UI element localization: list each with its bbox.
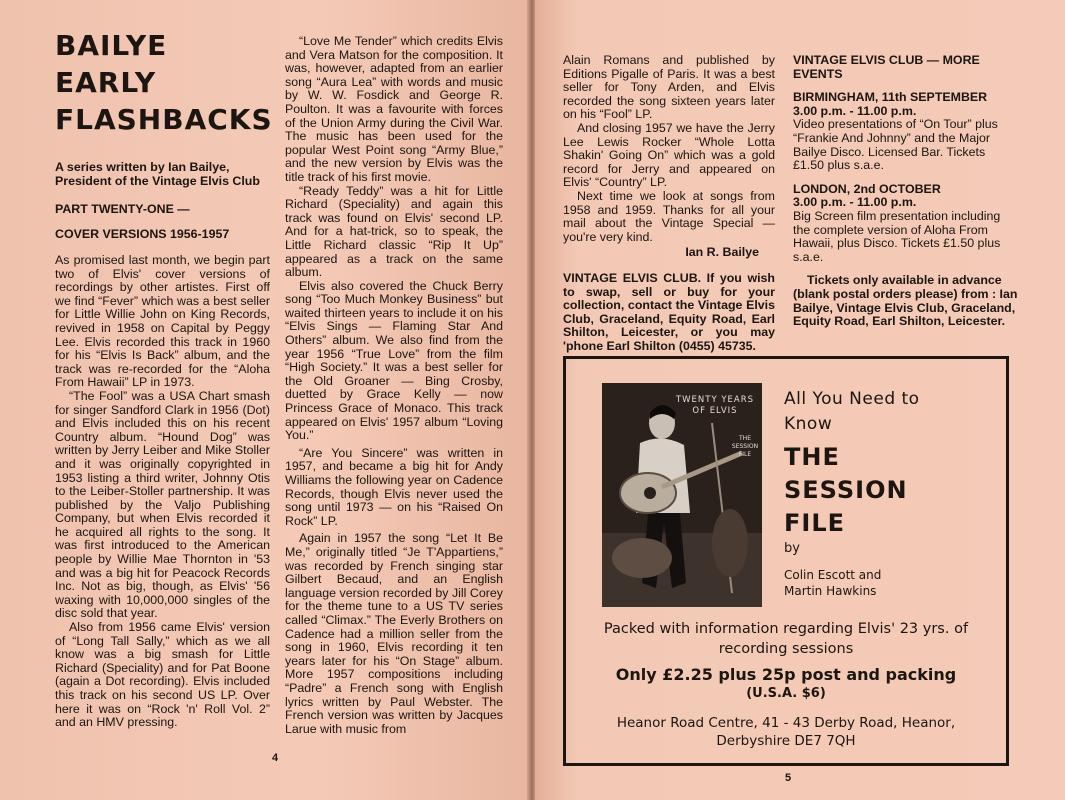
paragraph: As promised last month, we begin part two of Elvis' cover versions of recordings by other artistes. First off we find “Fever” which was a best seller for Little Willie John on King Records, revived in 1958 on Capital by Peggy Lee. Elvis recorded this track in 1960 for his “Elvis Is Back” album, and the track was re-recorded for the “Aloha From Hawaii” LP in 1973. [55, 253, 270, 390]
book-advert [563, 356, 1009, 766]
part-heading: PART TWENTY-ONE — [55, 202, 190, 216]
events-heading: VINTAGE ELVIS CLUB — MORE EVENTS [793, 53, 980, 81]
elvis-photo [602, 383, 762, 607]
event-heading: LONDON, 2nd OCTOBER [793, 181, 941, 196]
event-time: 3.00 p.m. - 11.00 p.m. [793, 195, 917, 210]
paragraph: “Are You Sincere” was written in 1957, and became a big hit for Andy Williams the following year on Cadence Records, though Elvis never used the song until 1973 — on his “Raised On Rock” LP. [285, 445, 503, 528]
address-line: Heanor Road Centre, 41 - 43 Derby Road, Heanor, [616, 715, 956, 731]
article-title [55, 27, 273, 138]
page-number: 5 [785, 772, 792, 784]
book-title-line: FILE [784, 509, 846, 537]
paragraph: And closing 1957 we have the Jerry Lee Lewis Rocker “Whole Lotta Shakin' Going On” which was a gold record for Jerry and appeared on Elvis' “Country” LP. [563, 120, 775, 190]
ad-address [576, 714, 996, 750]
ad-price-usa: (U.S.A. $6) [746, 686, 826, 701]
paragraph: Also from 1956 came Elvis' version of “Long Tall Sally,” which as we all know was a big smash for Little Richard (Speciality) and for Pat Boone (again a Dot recording). Elvis included this track on his second US LP. Over here it was on “Rock 'n' Roll Vol. 2” and an HMV pressing. [55, 620, 270, 730]
event-description: Big Screen film presentation including the complete version of Aloha From Hawaii, plus Disco. Tickets £1.50 plus s.a.e. [793, 208, 1001, 264]
paragraph: Again in 1957 the song “Let It Be Me,” originally titled “Je T'Appartiens,” was recorded by French singing star Gilbert Becaud, and an English language version recorded by Jill Corey for the theme tune to a US TV series called “Climax.” The Everly Brothers on Cadence had a million seller from the song in 1960, Elvis recording it ten years later for his “On Stage” album. More 1957 compositions including “Padre” a French song with English lyrics written by Paul Webster. The French version was written by Jacques Larue with music from [285, 531, 503, 736]
article-continuation [563, 54, 775, 353]
byline: A series written by Ian Bailye, President of the Vintage Elvis Club [55, 160, 260, 188]
event-description: Video presentations of “On Tour” plus “Frankie And Johnny” and the Major Bailye Disco. Licensed Bar. Tickets £1.50 plus s.a.e. [793, 117, 998, 173]
author-name: Colin Escott and [784, 568, 882, 582]
author-name: Martin Hawkins [784, 584, 877, 598]
book-title [784, 441, 908, 540]
paragraph: “The Fool” was a USA Chart smash for singer Sandford Clark in 1956 (Dot) and Elvis included this on his recent Country album. “Hound Dog” was written by Jerry Leiber and Mike Stoller and it was originally copyrighted in 1953 listing a third writer, Johnny Otis to the Leiber-Stoller partnership. It was published by the Valjo Publishing Company, but when Elvis recorded it he acquired all rights to the song. It was first introduced to the American people by Willie Mae Thornton in '53 and was a big hit for Peacock Records Inc. Not as big, though, as Elvis' '56 waxing with 10,000,000 singles of the disc sold that year. [55, 388, 270, 621]
photo-subtitle: THE SESSION FILE [731, 435, 759, 458]
address-line: Derbyshire DE7 7QH [716, 733, 856, 749]
ad-price: Only £2.25 plus 25p post and packing [615, 665, 957, 684]
page-number: 4 [272, 752, 279, 764]
paragraph: Elvis also covered the Chuck Berry song “Too Much Monkey Business” but waited thirteen years to include it on his “Elvis Sings — Flaming Star And Others” album. We also find from the year 1956 “True Love” from the film “High Society.” It was a best seller for the Old Groaner — Bing Crosby, duetted by Grace Kelly — now Princess Grace of Monaco. This track appeared on Elvis' 1957 album “Loving You.” [285, 278, 503, 443]
left-page [0, 0, 531, 800]
paragraph: “Ready Teddy” was a hit for Little Richard (Speciality) and again this track was found on Elvis' second LP. And for a hat-trick, so to speak, the Little Richard classic “Rip It Up” appeared as a track on the same album. [285, 183, 503, 280]
ad-tagline: All You Need to Know [784, 389, 920, 434]
article-column-1 [55, 254, 270, 730]
ad-by: by [784, 541, 800, 556]
title-line: EARLY [55, 66, 157, 99]
book-title-line: THE [784, 443, 840, 471]
photo-title: TWENTY YEARS OF ELVIS [675, 395, 755, 416]
author-signature: Ian R. Bailye [685, 245, 759, 260]
article-column-2 [285, 35, 503, 736]
paragraph: Next time we look at songs from 1958 and 1959. Thanks for all your mail about the Vintage Special — you're very kind. [563, 188, 775, 244]
title-line: FLASHBACKS [55, 103, 273, 136]
title-line: BAILYE [55, 29, 168, 62]
club-notice: VINTAGE ELVIS CLUB. If you wish to swap, sell or buy for your collection, contact the Vintage Elvis Club, Graceland, Equity Road, Earl Shilton, Leicester, or you may 'phone Earl Shilton (0455) 45735. [563, 270, 775, 353]
tickets-note: Tickets only available in advance (blank postal orders please) from : Ian Bailye, Vintage Elvis Club, Graceland, Equity Road, Earl Shilton, Leicester. [793, 273, 1018, 329]
events-column [793, 54, 1018, 329]
right-page [535, 0, 1065, 800]
paragraph: Alain Romans and published by Editions Pigalle of Paris. It was a best seller for Tony Arden, and Elvis recorded the song sixteen years later on his “Fool” LP. [563, 53, 775, 122]
ad-authors [784, 567, 881, 599]
event-heading: BIRMINGHAM, 11th SEPTEMBER [793, 90, 988, 105]
event-time: 3.00 p.m. - 11.00 p.m. [793, 103, 917, 118]
ad-description: Packed with information regarding Elvis' 23 yrs. of recording sessions [603, 621, 969, 657]
book-title-line: SESSION [784, 476, 908, 504]
paragraph: “Love Me Tender” which credits Elvis and Vera Matson for the composition. It was, however, adapted from an earlier song “Aura Lea” with words and music by W. W. Fosdick and George R. Poulton. It was a favourite with forces of the Union Army during the Civil War. The music has been used for the popular West Point song “Army Blue,” and the new version by Elvis was the title track of his first movie. [285, 34, 503, 184]
section-heading: COVER VERSIONS 1956-1957 [55, 227, 230, 241]
